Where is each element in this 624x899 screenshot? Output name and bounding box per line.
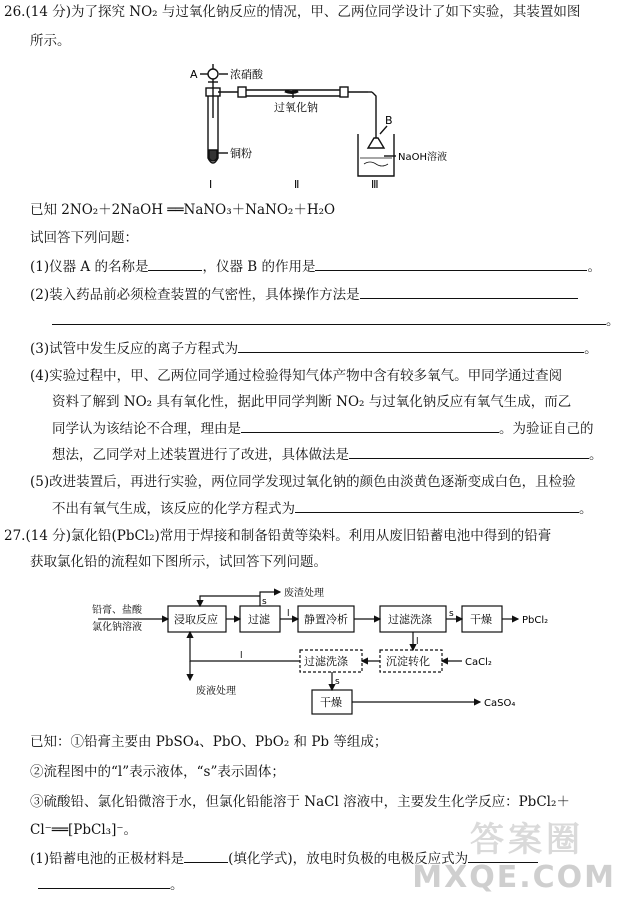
answer-blank[interactable] xyxy=(184,848,228,863)
box-dry2: 干燥 xyxy=(320,696,342,709)
output-waste: 废液处理 xyxy=(196,686,236,697)
q26-heading-line2: 所示。 xyxy=(30,33,71,49)
box-cool: 静置冷析 xyxy=(304,613,348,626)
label-roman2: Ⅱ xyxy=(294,178,300,191)
input-cacl2: CaCl₂ xyxy=(465,657,492,668)
answer-blank[interactable] xyxy=(238,338,584,353)
answer-blank[interactable] xyxy=(349,444,589,459)
box-wash2: 过滤洗涤 xyxy=(304,655,348,668)
q27-heading-line2: 获取氯化铅的流程如下图所示，试回答下列问题。 xyxy=(30,554,327,570)
q27-known3: ③硫酸铅、氯化铅微溶于水，但氯化铅能溶于 NaCl 溶液中，主要发生化学反应：PbCl₂＋ xyxy=(30,794,570,810)
q26-part1: (1)仪器 A 的名称是 ，仪器 B 的作用是 。 xyxy=(30,256,601,277)
answer-blank[interactable] xyxy=(315,256,587,271)
q27-known1: 已知：①铅膏主要由 PbSO₄、PbO、PbO₂ 和 Pb 等组成； xyxy=(30,734,388,750)
label-s: s xyxy=(449,609,454,619)
box-leach: 浸取反应 xyxy=(174,613,218,626)
q26-heading-line1: 26.(14 分)为了探究 NO₂ 与过氧化钠反应的情况，甲、乙两位同学设计了如下实验，其装置如图 xyxy=(4,4,581,20)
box-filter: 过滤 xyxy=(248,613,270,626)
label-l: l xyxy=(240,651,243,661)
input-label-2: 氯化钠溶液 xyxy=(92,622,142,633)
q27-known4: Cl⁻══[PbCl₃]⁻。 xyxy=(30,822,137,838)
q26-known-equation: 已知 2NO₂＋2NaOH ══NaNO₃＋NaNO₂＋H₂O xyxy=(30,202,336,218)
q26-intro: 试回答下列问题： xyxy=(30,230,138,246)
answer-blank[interactable] xyxy=(295,498,579,513)
answer-blank[interactable] xyxy=(360,284,578,299)
output-caso4: CaSO₄ xyxy=(484,698,516,709)
q26-apparatus-diagram xyxy=(180,58,460,194)
input-label-1: 铅膏、盐酸 xyxy=(92,605,142,616)
label-roman3: Ⅲ xyxy=(371,178,379,191)
q27-heading-line1: 27.(14 分)氯化铅(PbCl₂)常用于焊接和制备铅黄等染料。利用从废旧铅蓄电池中得到的铅膏 xyxy=(4,528,552,544)
label-l: l xyxy=(416,637,419,647)
answer-blank[interactable] xyxy=(148,256,202,271)
answer-blank[interactable] xyxy=(38,874,170,889)
label-peroxide: 过氧化钠 xyxy=(274,101,318,114)
box-wash1: 过滤洗涤 xyxy=(388,613,432,626)
label-l: l xyxy=(287,609,290,619)
label-roman1: Ⅰ xyxy=(209,178,213,191)
label-s: s xyxy=(335,677,340,687)
box-precip: 沉淀转化 xyxy=(386,655,430,668)
q26-part5-line1: (5)改进装置后，再进行实验，两位同学发现过氧化钠的颜色由淡黄色逐渐变成白色，且检验 xyxy=(30,474,576,490)
q26-part5-line2: 不出有氧气生成，该反应的化学方程式为 。 xyxy=(52,498,593,519)
q26-part4-line1: (4)实验过程中，甲、乙两位同学通过检验得知气体产物中含有较多氧气。甲同学通过查阅 xyxy=(30,368,563,384)
q27-flow-diagram xyxy=(90,580,570,720)
q27-part1: (1)铅蓄电池的正极材料是 (填化学式)，放电时负极的电极反应式为 xyxy=(30,848,538,869)
answer-blank[interactable] xyxy=(241,418,499,433)
output-pbcl2: PbCl₂ xyxy=(522,615,549,626)
label-s: s xyxy=(262,597,267,607)
q26-part2-line2: 。 xyxy=(52,310,620,331)
q26-part4-line3: 同学认为该结论不合理，理由是 。为验证自己的 xyxy=(52,418,594,439)
label-conc-nitric: 浓硝酸 xyxy=(230,68,263,81)
label-copper: 铜粉 xyxy=(230,147,252,160)
label-b: B xyxy=(385,114,393,127)
box-dry1: 干燥 xyxy=(470,613,492,626)
q27-part1-line2: 。 xyxy=(38,874,184,895)
q26-part2: (2)装入药品前必须检查装置的气密性，具体操作方法是 xyxy=(30,284,578,305)
answer-blank[interactable] xyxy=(52,310,606,325)
watermark: MXQE.COM xyxy=(412,860,616,895)
q26-part3: (3)试管中发生反应的离子方程式为 。 xyxy=(30,338,598,359)
q26-part4-line4: 想法，乙同学对上述装置进行了改进，具体做法是 。 xyxy=(52,444,603,465)
q26-part4-line2: 资料了解到 NO₂ 具有氧化性，据此甲同学判断 NO₂ 与过氧化钠反应有氧气生成，而乙 xyxy=(52,394,572,410)
q27-known2: ②流程图中的“l”表示液体，“s”表示固体； xyxy=(30,764,285,780)
output-residue: 废渣处理 xyxy=(284,588,324,599)
label-naoh: NaOH溶液 xyxy=(398,152,447,163)
label-a: A xyxy=(190,68,198,81)
watermark-logo: 答案圈 xyxy=(470,820,584,860)
